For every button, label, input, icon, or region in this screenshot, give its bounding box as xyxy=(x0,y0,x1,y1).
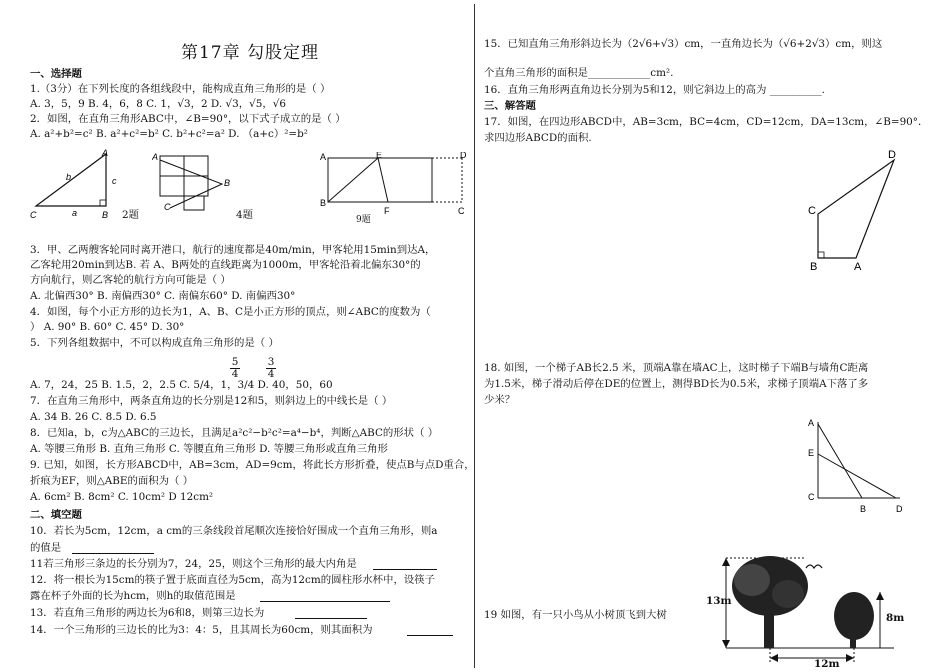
l-q12b: 露在杯子外面的长为hcm，则h的取值范围是 xyxy=(30,590,236,602)
l-q3o: A. 北偏西30° B. 南偏西30° C. 南偏东60° D. 南偏西30° xyxy=(30,290,296,302)
l-q1o: A. 3，5，9 B. 4，6，8 C. 1，√3，2 D. √3，√5，√6 xyxy=(30,98,286,110)
l-q3c: 方向航行，则乙客轮的航行方向可能是（ ） xyxy=(30,274,231,286)
l-h1: 一、选择题 xyxy=(30,68,82,80)
column-divider xyxy=(474,4,475,668)
figure-q9-caption: 9题 xyxy=(356,215,371,225)
tree-tall-height-label: 13m xyxy=(706,595,732,607)
l-q9b: 折痕为EF，则△ABE的面积为（ ） xyxy=(30,475,194,487)
l-q3b: 乙客轮用20min到达B. 若 A、B两处的直线距离为1000m，甲客轮沿着北偏东30°的 xyxy=(30,259,421,271)
svg-text:A: A xyxy=(808,418,815,428)
r-q17b: 求四边形ABCD的面积. xyxy=(484,132,592,144)
svg-text:A: A xyxy=(320,152,327,162)
r-q19: 19 如图，有一只小鸟从小树顶飞到大树 xyxy=(484,609,667,621)
svg-text:C: C xyxy=(808,492,815,502)
fraction-5-4 xyxy=(230,357,240,380)
figure-q17-quadrilateral xyxy=(802,148,912,274)
svg-text:b: b xyxy=(66,172,72,182)
l-q13: 13．若直角三角形的两边长为6和8，则第三边长为 xyxy=(30,607,265,619)
svg-text:c: c xyxy=(112,176,117,186)
l-q4o: ） A. 90° B. 60° C. 45° D. 30° xyxy=(30,321,185,333)
svg-text:D: D xyxy=(460,152,467,160)
svg-text:B: B xyxy=(320,198,327,208)
tree-short-height-label: 8m xyxy=(886,612,905,624)
l-q5o: A. 7，24，25 B. 1.5，2，2.5 C. 5/4，1，3/4 D. 40，50，60 xyxy=(30,379,333,391)
svg-text:D: D xyxy=(896,504,903,514)
r-q16: 16．直角三角形两直角边长分别为5和12，则它斜边上的高为 __________. xyxy=(484,84,825,96)
figure-q19-trees xyxy=(704,550,904,672)
svg-text:E: E xyxy=(808,448,815,458)
r-q18c: 少米？ xyxy=(484,394,516,406)
page-title: 第17章 勾股定理 xyxy=(180,43,320,63)
l-q8: 8．已知a，b，c为△ABC的三边长，且满足a²c²−b²c²=a⁴−b⁴，判断△ABC的形状（ ） xyxy=(30,427,439,439)
l-q2: 2．如图，在直角三角形ABC中，∠B=90°，以下式子成立的是（ ） xyxy=(30,113,346,125)
l-q3a: 3．甲、乙两艘客轮同时离开港口，航行的速度都是40m/min，甲客轮用15min到达A， xyxy=(30,244,436,256)
l-q1: 1.（3分）在下列长度的各组线段中，能构成直角三角形的是（ ） xyxy=(30,83,331,95)
fraction-3-4-num: 3 xyxy=(267,356,275,368)
l-q9o: A. 6cm² B. 8cm² C. 10cm² D 12cm² xyxy=(30,491,214,503)
fraction-5-4-num: 5 xyxy=(231,356,239,368)
answer-blank-q10 xyxy=(72,543,154,554)
figure-q18-ladder xyxy=(806,416,916,516)
r-h3: 三、解答题 xyxy=(484,100,536,112)
r-q15b: 个直角三角形的面积是____________cm². xyxy=(484,67,674,79)
l-q9a: 9. 已知，如图，长方形ABCD中，AB=3cm，AD=9cm，将此长方形折叠，使点B与点D重合， xyxy=(30,459,475,471)
svg-text:A: A xyxy=(102,148,109,158)
short-tree-icon xyxy=(834,592,874,648)
figure-q9-rectangle xyxy=(318,152,478,224)
l-q10: 10．若长为5cm，12cm，a cm的三条线段首尾顺次连接恰好围成一个直角三角形，则a xyxy=(30,525,438,537)
figure-q2-right-triangle xyxy=(30,146,160,224)
answer-blank-q12 xyxy=(260,591,390,602)
r-q17: 17．如图，在四边形ABCD中，AB=3cm，BC=4cm，CD=12cm，DA=13cm，∠B=90°． xyxy=(484,116,929,128)
tall-tree-icon xyxy=(732,556,808,648)
svg-text:B: B xyxy=(810,261,818,273)
tree-gap-label: 12m xyxy=(814,658,840,670)
svg-text:C: C xyxy=(458,206,465,216)
svg-text:C: C xyxy=(30,210,37,220)
svg-text:D: D xyxy=(888,149,896,161)
l-q4a: 4．如图，每个小正方形的边长为1，A、B、C是小正方形的顶点，则∠ABC的度数为（ xyxy=(30,306,431,318)
bird-icon xyxy=(806,565,822,568)
figure-q4-caption: 4题 xyxy=(236,209,254,221)
answer-blank-q13 xyxy=(295,608,367,619)
l-q7o: A. 34 B. 26 C. 8.5 D. 6.5 xyxy=(30,411,157,423)
fraction-3-4 xyxy=(266,357,276,380)
r-q15: 15．已知直角三角形斜边长为（2√6+√3）cm，一直角边长为（√6+2√3）cm，则这 xyxy=(484,38,883,50)
l-q12: 12．将一根长为15cm的筷子置于底面直径为5cm，高为12cm的圆柱形水杯中，设筷子 xyxy=(30,574,436,586)
svg-text:E: E xyxy=(376,152,383,160)
l-q7: 7．在直角三角形中，两条直角边的长分别是12和5，则斜边上的中线长是（ ） xyxy=(30,395,393,407)
figure-q4-grid xyxy=(152,152,242,212)
fraction-5-4-den: 4 xyxy=(231,368,239,380)
svg-text:A: A xyxy=(152,152,159,162)
svg-text:C: C xyxy=(164,202,171,212)
svg-text:B: B xyxy=(224,178,231,188)
l-q5: 5．下列各组数据中，不可以构成直角三角形的是（ ） xyxy=(30,337,279,349)
figure-q2-caption: 2题 xyxy=(122,209,140,221)
svg-text:F: F xyxy=(384,206,390,216)
l-q2o: A. a²+b²=c² B. a²+c²=b² C. b²+c²=a² D. （a+c）²=b² xyxy=(30,128,308,140)
r-q18: 18. 如图，一个梯子AB长2.5 米，顶端A靠在墙AC上，这时梯子下端B与墙角C距离 xyxy=(484,362,869,374)
svg-text:B: B xyxy=(102,210,109,220)
svg-text:C: C xyxy=(808,205,816,217)
answer-blank-q14 xyxy=(407,625,453,636)
l-q8o: A. 等腰三角形 B. 直角三角形 C. 等腰直角三角形 D. 等腰三角形或直角三角形 xyxy=(30,443,388,455)
r-q18b: 为1.5米，梯子滑动后停在DE的位置上，测得BD长为0.5米，求梯子顶端A下落了多 xyxy=(484,378,869,390)
l-h2: 二、填空题 xyxy=(30,509,82,521)
svg-text:B: B xyxy=(860,504,867,514)
l-q11: 11若三角形三条边的长分别为7，24，25，则这个三角形的最大内角是 xyxy=(30,558,357,570)
fraction-3-4-den: 4 xyxy=(267,368,275,380)
l-q10b: 的值是 xyxy=(30,542,62,554)
svg-text:a: a xyxy=(72,208,78,218)
l-q14: 14．一个三角形的三边长的比为3：4：5，且其周长为60cm，则其面积为 xyxy=(30,624,373,636)
answer-blank-q11 xyxy=(373,559,437,570)
svg-text:A: A xyxy=(854,261,862,273)
